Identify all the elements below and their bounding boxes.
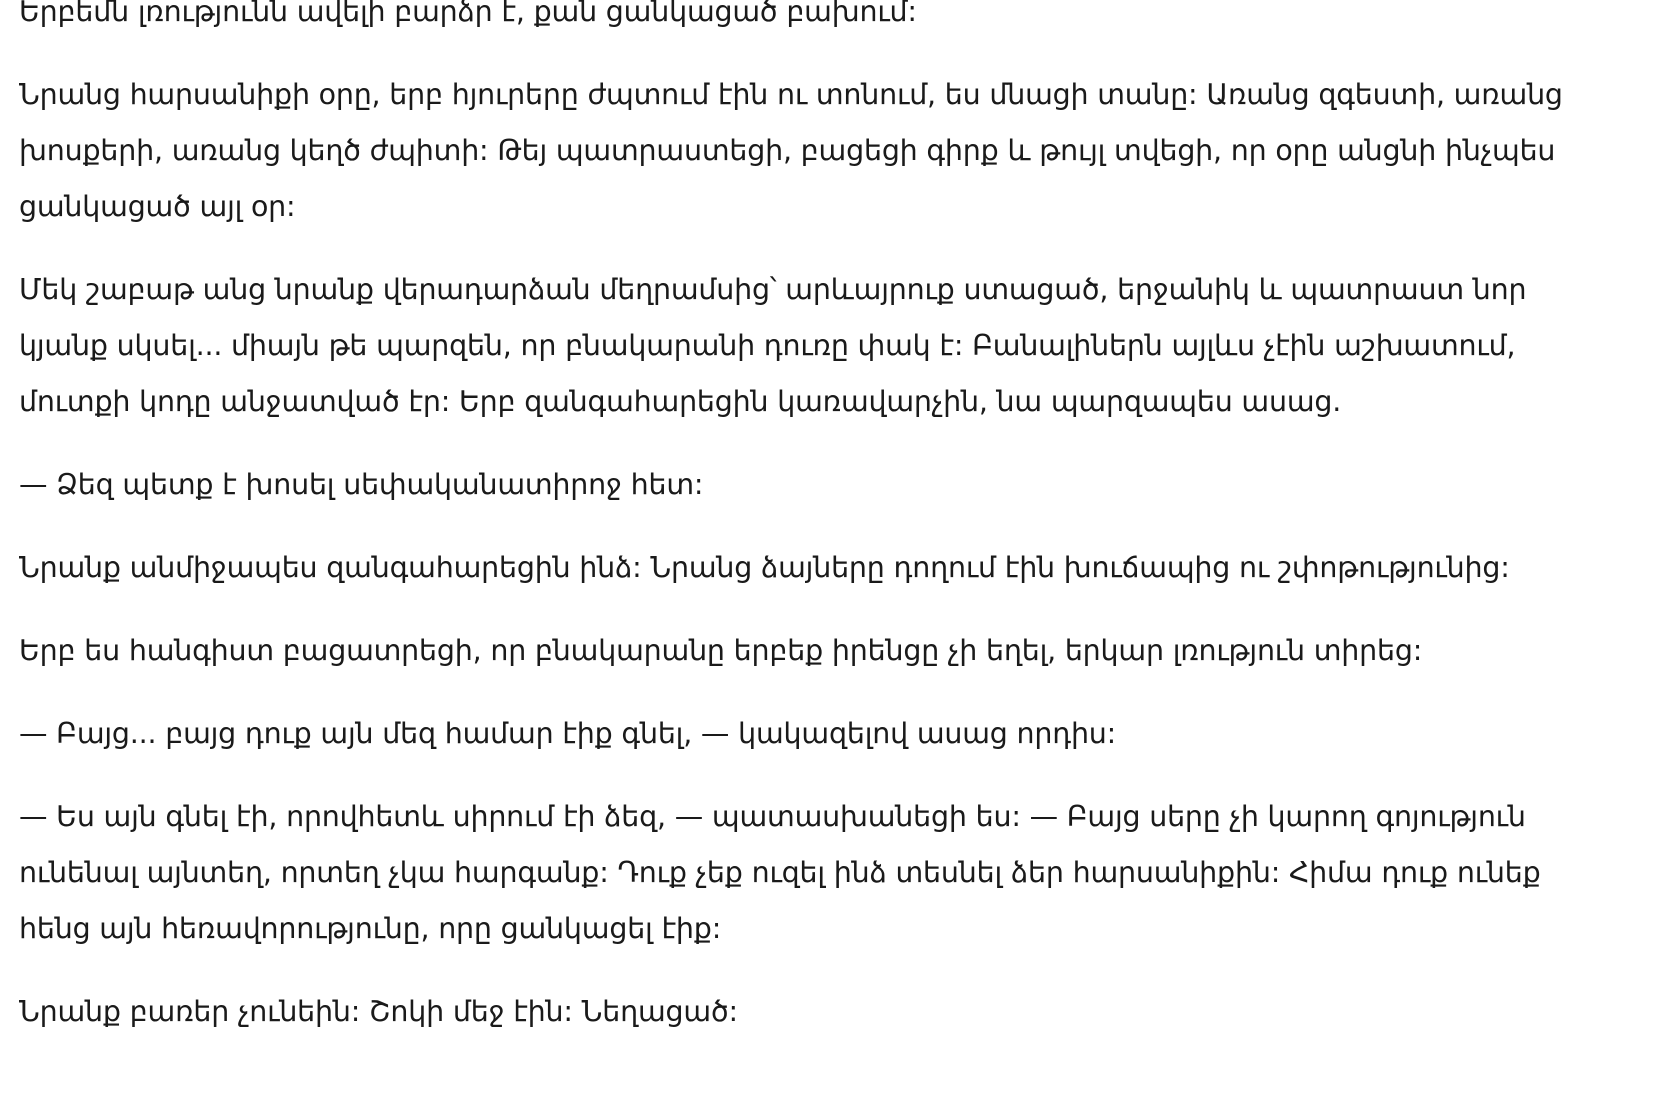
paragraph-7: — Բայց... բայց դուք այն մեզ համար էիք գնել, — կակազելով ասաց որդիս: xyxy=(19,717,1117,750)
paragraph-1: Երբեմն լռությունն ավելի բարձր է, քան ցանկացած բախում: xyxy=(19,0,917,28)
paragraph-2: Նրանց հարսանիքի օրը, երբ հյուրերը ժպտում էին ու տոնում, ես մնացի տանը: Առանց զգեստի, առանց խոսքերի, առանց կեղծ ժպիտի: Թեյ պատրաստեցի, բացեցի գիրք և թույլ տվեցի, որ օրը անցնի ինչպես ցանկացած այլ օր: xyxy=(19,78,1563,223)
paragraph-8: — Ես այն գնել էի, որովհետև սիրում էի ձեզ, — պատասխանեցի ես: — Բայց սերը չի կարող գոյություն ունենալ այնտեղ, որտեղ չկա հարգանք: Դուք չեք ուզել ինձ տեսնել ձեր հարսանիքին: Հիմա դուք ունեք հենց այն հեռավորությունը, որը ցանկացել էիք: xyxy=(19,800,1541,945)
paragraph-3: Մեկ շաբաթ անց նրանք վերադարձան մեղրամսից՝ արևայրուք ստացած, երջանիկ և պատրաստ նոր կյանք սկսել... միայն թե պարզեն, որ բնակարանի դուռը փակ է: Բանալիներն այլևս չէին աշխատում, մուտքի կոդը անջատված էր: Երբ զանգահարեցին կառավարչին, նա պարզապես ասաց. xyxy=(19,273,1527,418)
paragraph-9: Նրանք բառեր չունեին: Շոկի մեջ էին: Նեղացած: xyxy=(19,995,738,1028)
document-body xyxy=(19,0,1579,1067)
paragraph-6: Երբ ես հանգիստ բացատրեցի, որ բնակարանը երբեք իրենցը չի եղել, երկար լռություն տիրեց: xyxy=(19,634,1423,667)
paragraph-5: Նրանք անմիջապես զանգահարեցին ինձ: Նրանց ձայները դողում էին խուճապից ու շփոթությունից: xyxy=(19,551,1510,584)
paragraph-4: — Ձեզ պետք է խոսել սեփականատիրոջ հետ: xyxy=(19,468,704,501)
